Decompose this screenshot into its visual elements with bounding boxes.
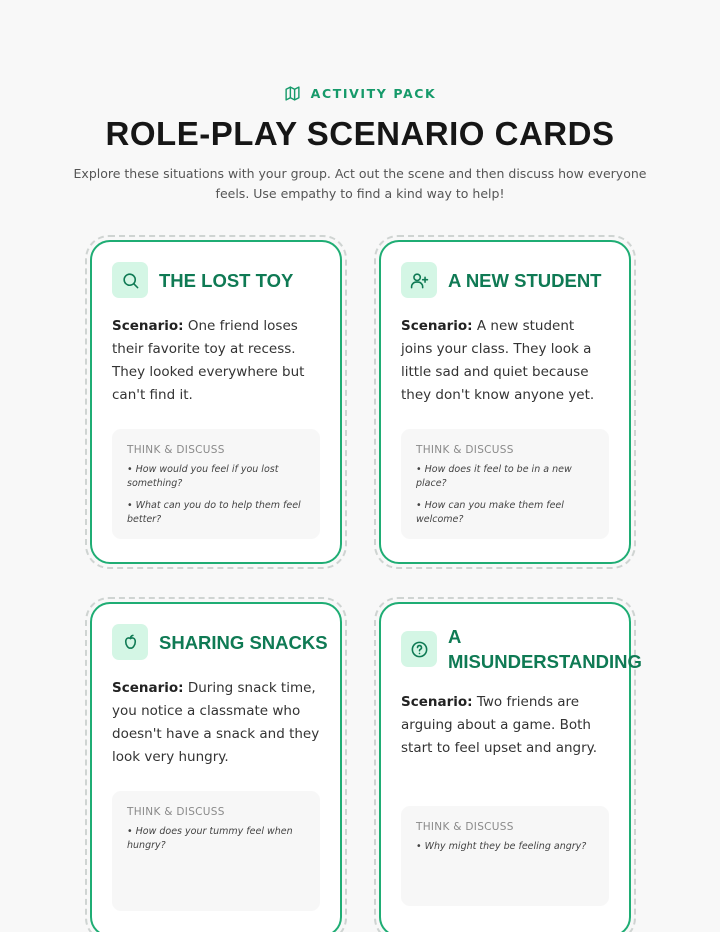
card-header	[112, 624, 328, 660]
card-title-line: A	[448, 626, 462, 647]
discuss-question: • Why might they be feeling angry?	[416, 841, 587, 852]
card-title: A NEW STUDENT	[448, 269, 602, 291]
discuss-label: THINK & DISCUSS	[416, 444, 514, 456]
card-body	[90, 240, 342, 564]
discuss-box	[401, 429, 609, 539]
scenario-label: Scenario:	[112, 318, 184, 334]
discuss-question: • What can you do to help them feel better?	[127, 500, 301, 525]
card-title-line: MISUNDERSTANDING	[448, 651, 642, 672]
scenario-text: Two friends are arguing about a game. Both start to feel upset and angry.	[401, 694, 598, 756]
scenario-card	[85, 235, 347, 569]
page-subtitle: Explore these situations with your group. Act out the scene and then discuss how everyone feels. Use empathy to find a kind way to help!	[73, 166, 647, 201]
card-icon-box	[112, 262, 148, 298]
card-icon-box	[112, 624, 148, 660]
card-header	[401, 624, 642, 674]
card-scenario	[112, 677, 320, 769]
user-plus-icon	[410, 271, 429, 290]
card-body	[90, 602, 342, 932]
discuss-label: THINK & DISCUSS	[416, 821, 514, 833]
card-scenario	[112, 315, 320, 407]
card-icon-box	[401, 631, 437, 667]
discuss-label: THINK & DISCUSS	[127, 444, 225, 456]
discuss-question: • How does your tummy feel when hungry?	[127, 826, 293, 851]
discuss-box	[401, 806, 609, 906]
discuss-label: THINK & DISCUSS	[127, 806, 225, 818]
card-header	[112, 262, 320, 298]
kicker-label: ACTIVITY PACK	[310, 85, 437, 101]
card-body	[379, 602, 642, 932]
scenario-card	[374, 235, 636, 569]
apple-icon	[121, 633, 140, 652]
scenario-text: A new student joins your class. They look a little sad and quiet because they don't know anyone yet.	[401, 318, 595, 403]
card-title: THE LOST TOY	[159, 269, 294, 291]
map-icon	[284, 85, 301, 102]
page-header	[0, 84, 720, 204]
scenario-label: Scenario:	[401, 694, 473, 710]
card-icon-box	[401, 262, 437, 298]
card-header	[401, 262, 609, 298]
page-title: ROLE-PLAY SCENARIO CARDS	[105, 115, 615, 152]
discuss-box	[112, 429, 320, 539]
scenario-card	[85, 597, 347, 932]
discuss-question: • How does it feel to be in a new place?	[416, 464, 572, 489]
question-circle-icon	[410, 640, 429, 659]
card-title: SHARING SNACKS	[159, 631, 328, 653]
scenario-text: One friend loses their favorite toy at recess. They looked everywhere but can't find it.	[112, 318, 305, 403]
scenario-label: Scenario:	[401, 318, 473, 334]
search-icon	[121, 271, 140, 290]
scenario-text: During snack time, you notice a classmate who doesn't have a snack and they look very hungry.	[112, 680, 320, 765]
card-scenario	[401, 315, 609, 407]
discuss-question: • How would you feel if you lost something?	[127, 464, 279, 489]
scenario-card	[374, 597, 642, 932]
kicker	[0, 84, 720, 102]
scenario-label: Scenario:	[112, 680, 184, 696]
card-body	[379, 240, 631, 564]
discuss-question: • How can you make them feel welcome?	[416, 500, 564, 525]
discuss-box	[112, 791, 320, 911]
card-title	[448, 624, 642, 674]
card-scenario	[401, 691, 609, 760]
